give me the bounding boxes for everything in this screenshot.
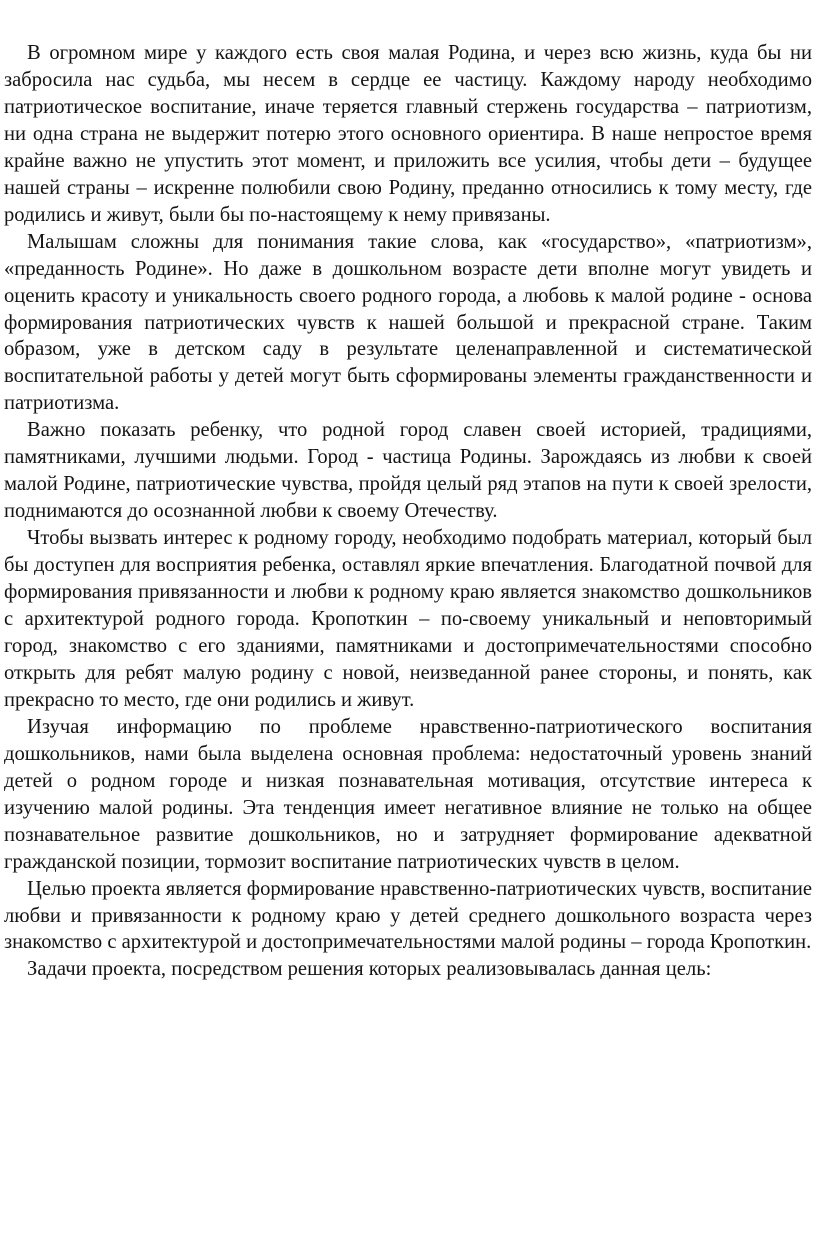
paragraph-problem: Изучая информацию по проблеме нравственно-патриотического воспитания дошкольников, нами была выделена основная проблема: недостаточный уровень знаний детей о родном городе и низкая познавательная мотивация, отсутствие интереса к изучению малой родины. Эта тенденция имеет негативное влияние не только на общее познавательное развитие дошкольников, но и затрудняет формирование адекватной гражданской позиции, тормозит воспитание патриотических чувств в целом. — [4, 715, 812, 873]
paragraph-concepts: Малышам сложны для понимания такие слова, как «государство», «патриотизм», «преданность Родине». Но даже в дошкольном возрасте дети вполне могут увидеть и оценить красоту и уникальность своего родного города, а любовь к малой родине - основа формирования патриотических чувств к нашей большой и прекрасной стране. Таким образом, уже в детском саду в результате целенаправленной и систематической воспитательной работы у детей могут быть сформированы элементы гражданственности и патриотизма. — [4, 230, 812, 415]
paragraph-city-history: Важно показать ребенку, что родной город славен своей историей, традициями, памятниками, лучшими людьми. Город - частица Родины. Зарождаясь из любви к своей малой Родине, патриотические чувства, пройдя целый ряд этапов на пути к своей зрелости, поднимаются до осознанной любви к своему Отечеству. — [4, 419, 812, 523]
paragraph-intro: В огромном мире у каждого есть своя малая Родина, и через всю жизнь, куда бы ни забросила нас судьба, мы несем в сердце ее частицу. Каждому народу необходимо патриотическое воспитание, иначе теряется главный стержень государства – патриотизм, ни одна страна не выдержит потерю этого основного ориентира. В наше непростое время крайне важно не упустить этот момент, и приложить все усилия, чтобы дети – будущее нашей страны – искренне полюбили свою Родину, преданно относились к тому месту, где родились и живут, были бы по-настоящему к нему привязаны. — [4, 42, 812, 226]
paragraph-goal: Целью проекта является формирование нравственно-патриотических чувств, воспитание любви и привязанности к родному краю у детей среднего дошкольного возраста через знакомство с архитектурой и достопримечательностями малой родины – города Кропоткин. — [4, 877, 812, 954]
paragraph-architecture: Чтобы вызвать интерес к родному городу, необходимо подобрать материал, который был бы доступен для восприятия ребенка, оставлял яркие впечатления. Благодатной почвой для формирования привязанности и любви к родному краю является знакомство дошкольников с архитектурой родного города. Кропоткин – по-своему уникальный и неповторимый город, знакомство с его зданиями, памятниками и достопримечательностями способно открыть для ребят малую родину с новой, неизведанной ранее стороны, и понять, как прекрасно то место, где они родились и живут. — [4, 527, 812, 711]
paragraph-tasks: Задачи проекта, посредством решения которых реализовывалась данная цель: — [27, 958, 712, 981]
